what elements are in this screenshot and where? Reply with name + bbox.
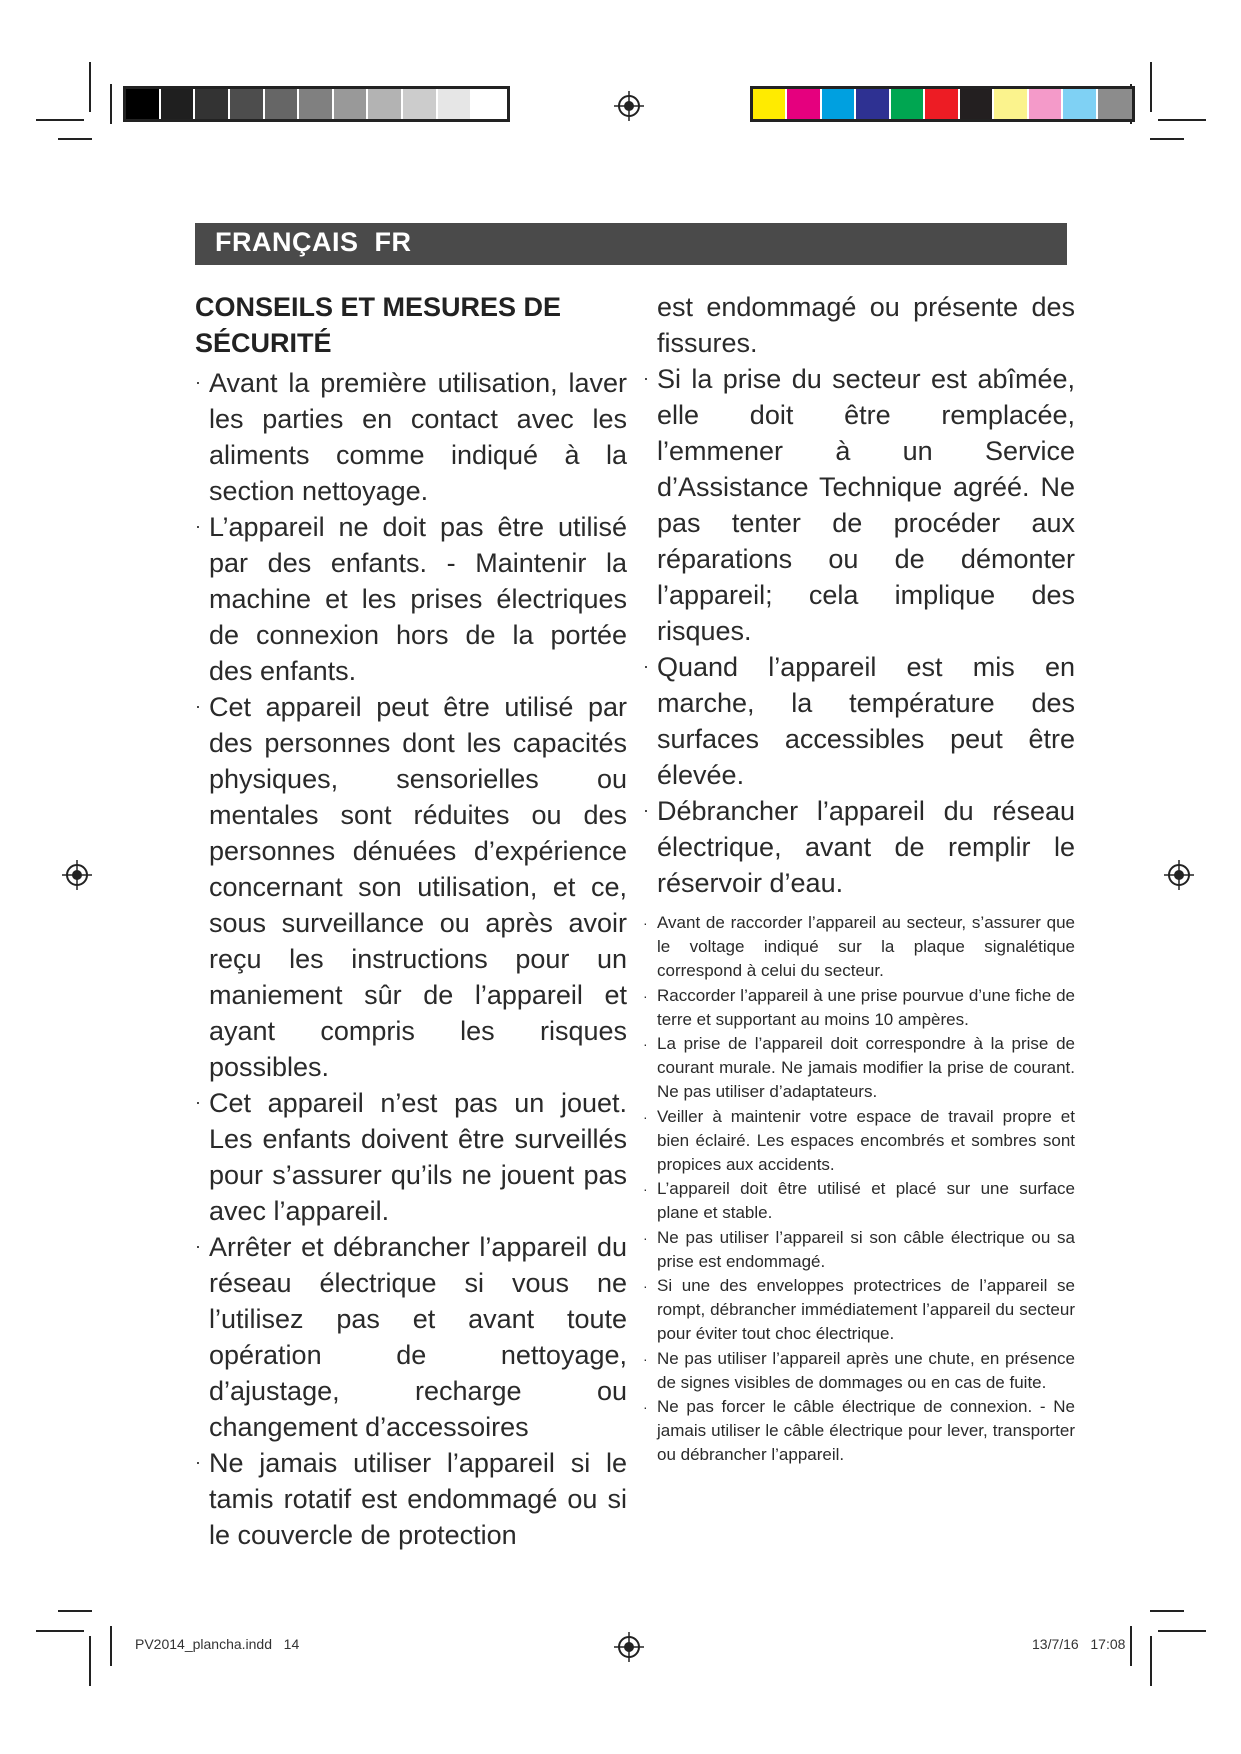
bullet-icon: · [195,372,201,392]
list-item-text: Ne pas utiliser l’appareil après une chute, en présence de signes visibles de dommages ou en cas de fuite. [657,1348,1075,1392]
list-item [643,1274,1075,1347]
color-swatch [126,89,161,119]
crop-mark [36,1630,84,1632]
crop-mark [1150,1636,1152,1686]
list-item [643,1226,1075,1274]
registration-target-icon [614,1632,644,1662]
safety-list-right [643,361,1075,901]
crop-mark [58,1610,92,1612]
list-item-text: Veiller à maintenir votre espace de travail propre et bien éclairé. Les espaces encombrés et sombres sont propices aux accidents. [657,1106,1075,1175]
crop-mark [36,119,84,121]
list-item-text: Arrêter et débrancher l’appareil du réseau électrique si vous ne l’utilisez pas et avant toute opération de nettoyage, d’ajustage, recharge ou changement d’accessoires [209,1232,627,1442]
list-item [195,1229,627,1445]
list-item [643,361,1075,649]
color-swatch [438,89,473,119]
grayscale-color-bar [123,86,510,122]
color-swatch [472,89,507,119]
bullet-icon: · [195,1452,201,1472]
list-item [643,984,1075,1032]
crop-mark [89,1636,91,1686]
list-item [643,911,1075,984]
crop-mark [1158,1630,1206,1632]
color-swatch [368,89,403,119]
color-swatch [891,89,925,119]
color-swatch [822,89,856,119]
list-item [643,1032,1075,1105]
crop-mark [110,84,112,124]
list-item [643,649,1075,793]
continuation-text: est endommagé ou présente des fissures. [657,292,1075,358]
list-item [195,1445,627,1553]
bullet-icon: · [643,1399,648,1416]
language-header [195,223,1067,265]
section-title: CONSEILS ET MESURES DE SÉCURITÉ [195,292,562,358]
crop-mark [89,62,91,112]
color-swatch [161,89,196,119]
bullet-icon: · [643,1108,648,1125]
list-item [195,365,627,509]
list-item-text: Ne jamais utiliser l’appareil si le tamis rotatif est endommagé ou si le couvercle de protection [209,1448,627,1550]
crop-mark [1130,1626,1132,1666]
list-item-text: Si une des enveloppes protectrices de l’appareil se rompt, débrancher immédiatement l’appareil du secteur pour éviter tout choc électrique. [657,1276,1075,1344]
bullet-icon: · [643,987,648,1004]
list-item [643,1105,1075,1178]
color-swatch [1029,89,1063,119]
color-swatch [787,89,821,119]
color-swatch [1098,89,1132,119]
list-item-text: Raccorder l’appareil à une prise pourvue d’une fiche de terre et supportant au moins 10 ampères. [657,985,1075,1029]
list-item-text: Cet appareil n’est pas un jouet. Les enfants doivent être surveillés pour s’assurer qu’ils ne jouent pas avec l’appareil. [209,1088,627,1226]
list-item [195,509,627,689]
color-swatch [299,89,334,119]
list-item [643,793,1075,901]
list-item-text: Ne pas utiliser l’appareil si son câble électrique ou sa prise est endommagé. [657,1227,1075,1271]
bullet-icon: · [195,1236,201,1256]
footer-file: PV2014_plancha.indd 14 [135,1636,300,1652]
bullet-icon: · [643,915,648,931]
registration-target-icon [1164,860,1194,890]
list-item-text: Cet appareil peut être utilisé par des personnes dont les capacités physiques, sensorielles ou mentales sont réduites ou des personnes dénuées d’expérience concernant son utilisation, et ce, sous surveillance ou après avoir reçu les instructions pour un maniement sûr de l’appareil et ayant compris les risques possibles. [209,692,627,1082]
right-column [643,289,1075,1468]
color-swatch [925,89,959,119]
crop-mark [1158,119,1206,121]
color-swatch [994,89,1028,119]
color-swatch [230,89,265,119]
bullet-icon: · [643,368,649,388]
list-item-text: Débrancher l’appareil du réseau électrique, avant de remplir le réservoir d’eau. [657,796,1075,898]
list-item [195,1085,627,1229]
registration-target-icon [614,91,644,121]
bullet-icon: · [643,1181,648,1198]
registration-target-icon [62,860,92,890]
list-item [195,689,627,1085]
left-column [195,289,627,1553]
crop-mark [58,138,92,140]
safety-list-small [643,911,1075,1468]
crop-mark [1150,1610,1184,1612]
color-swatch [753,89,787,119]
list-item-text: Avant de raccorder l’appareil au secteur, s’assurer que le voltage indiqué sur la plaque signalétique correspond à celui du secteur. [657,913,1075,981]
color-swatch [960,89,994,119]
bullet-icon: · [643,800,649,820]
crop-mark [1150,62,1152,112]
list-item-text: L’appareil doit être utilisé et placé sur une surface plane et stable. [657,1179,1075,1223]
color-swatch [856,89,890,119]
list-item-text: Avant la première utilisation, laver les parties en contact avec les aliments comme indiqué à la section nettoyage. [209,368,627,506]
bullet-icon: · [643,1229,648,1246]
bullet-icon: · [195,1092,201,1112]
bullet-icon: · [643,1350,648,1367]
list-item-text: Ne pas forcer le câble électrique de connexion. - Ne jamais utiliser le câble électrique pour lever, transporter ou débrancher l’appareil. [657,1397,1075,1465]
bullet-icon: · [643,1278,648,1295]
crop-mark [110,1626,112,1666]
crop-mark [1150,138,1184,140]
bullet-icon: · [643,1036,648,1053]
safety-list-left [195,365,627,1553]
bullet-icon: · [643,656,649,676]
bullet-icon: · [195,696,201,716]
list-item-text: La prise de l’appareil doit correspondre à la prise de courant murale. Ne jamais modifier la prise de courant. Ne pas utiliser d’adaptateurs. [657,1034,1075,1102]
list-item [643,1177,1075,1225]
color-swatch [265,89,300,119]
language-label: FRANÇAIS FR [215,227,412,257]
footer-date: 13/7/16 17:08 [1032,1636,1126,1652]
bullet-icon: · [195,516,201,536]
process-color-bar [750,86,1135,122]
color-swatch [1063,89,1097,119]
color-swatch [195,89,230,119]
list-item [643,1347,1075,1395]
list-item [643,1395,1075,1468]
list-item-text: Quand l’appareil est mis en marche, la température des surfaces accessibles peut être élevée. [657,652,1075,790]
color-swatch [334,89,369,119]
list-item-text: L’appareil ne doit pas être utilisé par des enfants. - Maintenir la machine et les prises électriques de connexion hors de la portée des enfants. [209,512,627,686]
list-item-text: Si la prise du secteur est abîmée, elle doit être remplacée, l’emmener à un Service d’Assistance Technique agréé. Ne pas tenter de procéder aux réparations ou de démonter l’appareil; cela implique des risques. [657,364,1075,646]
color-swatch [403,89,438,119]
